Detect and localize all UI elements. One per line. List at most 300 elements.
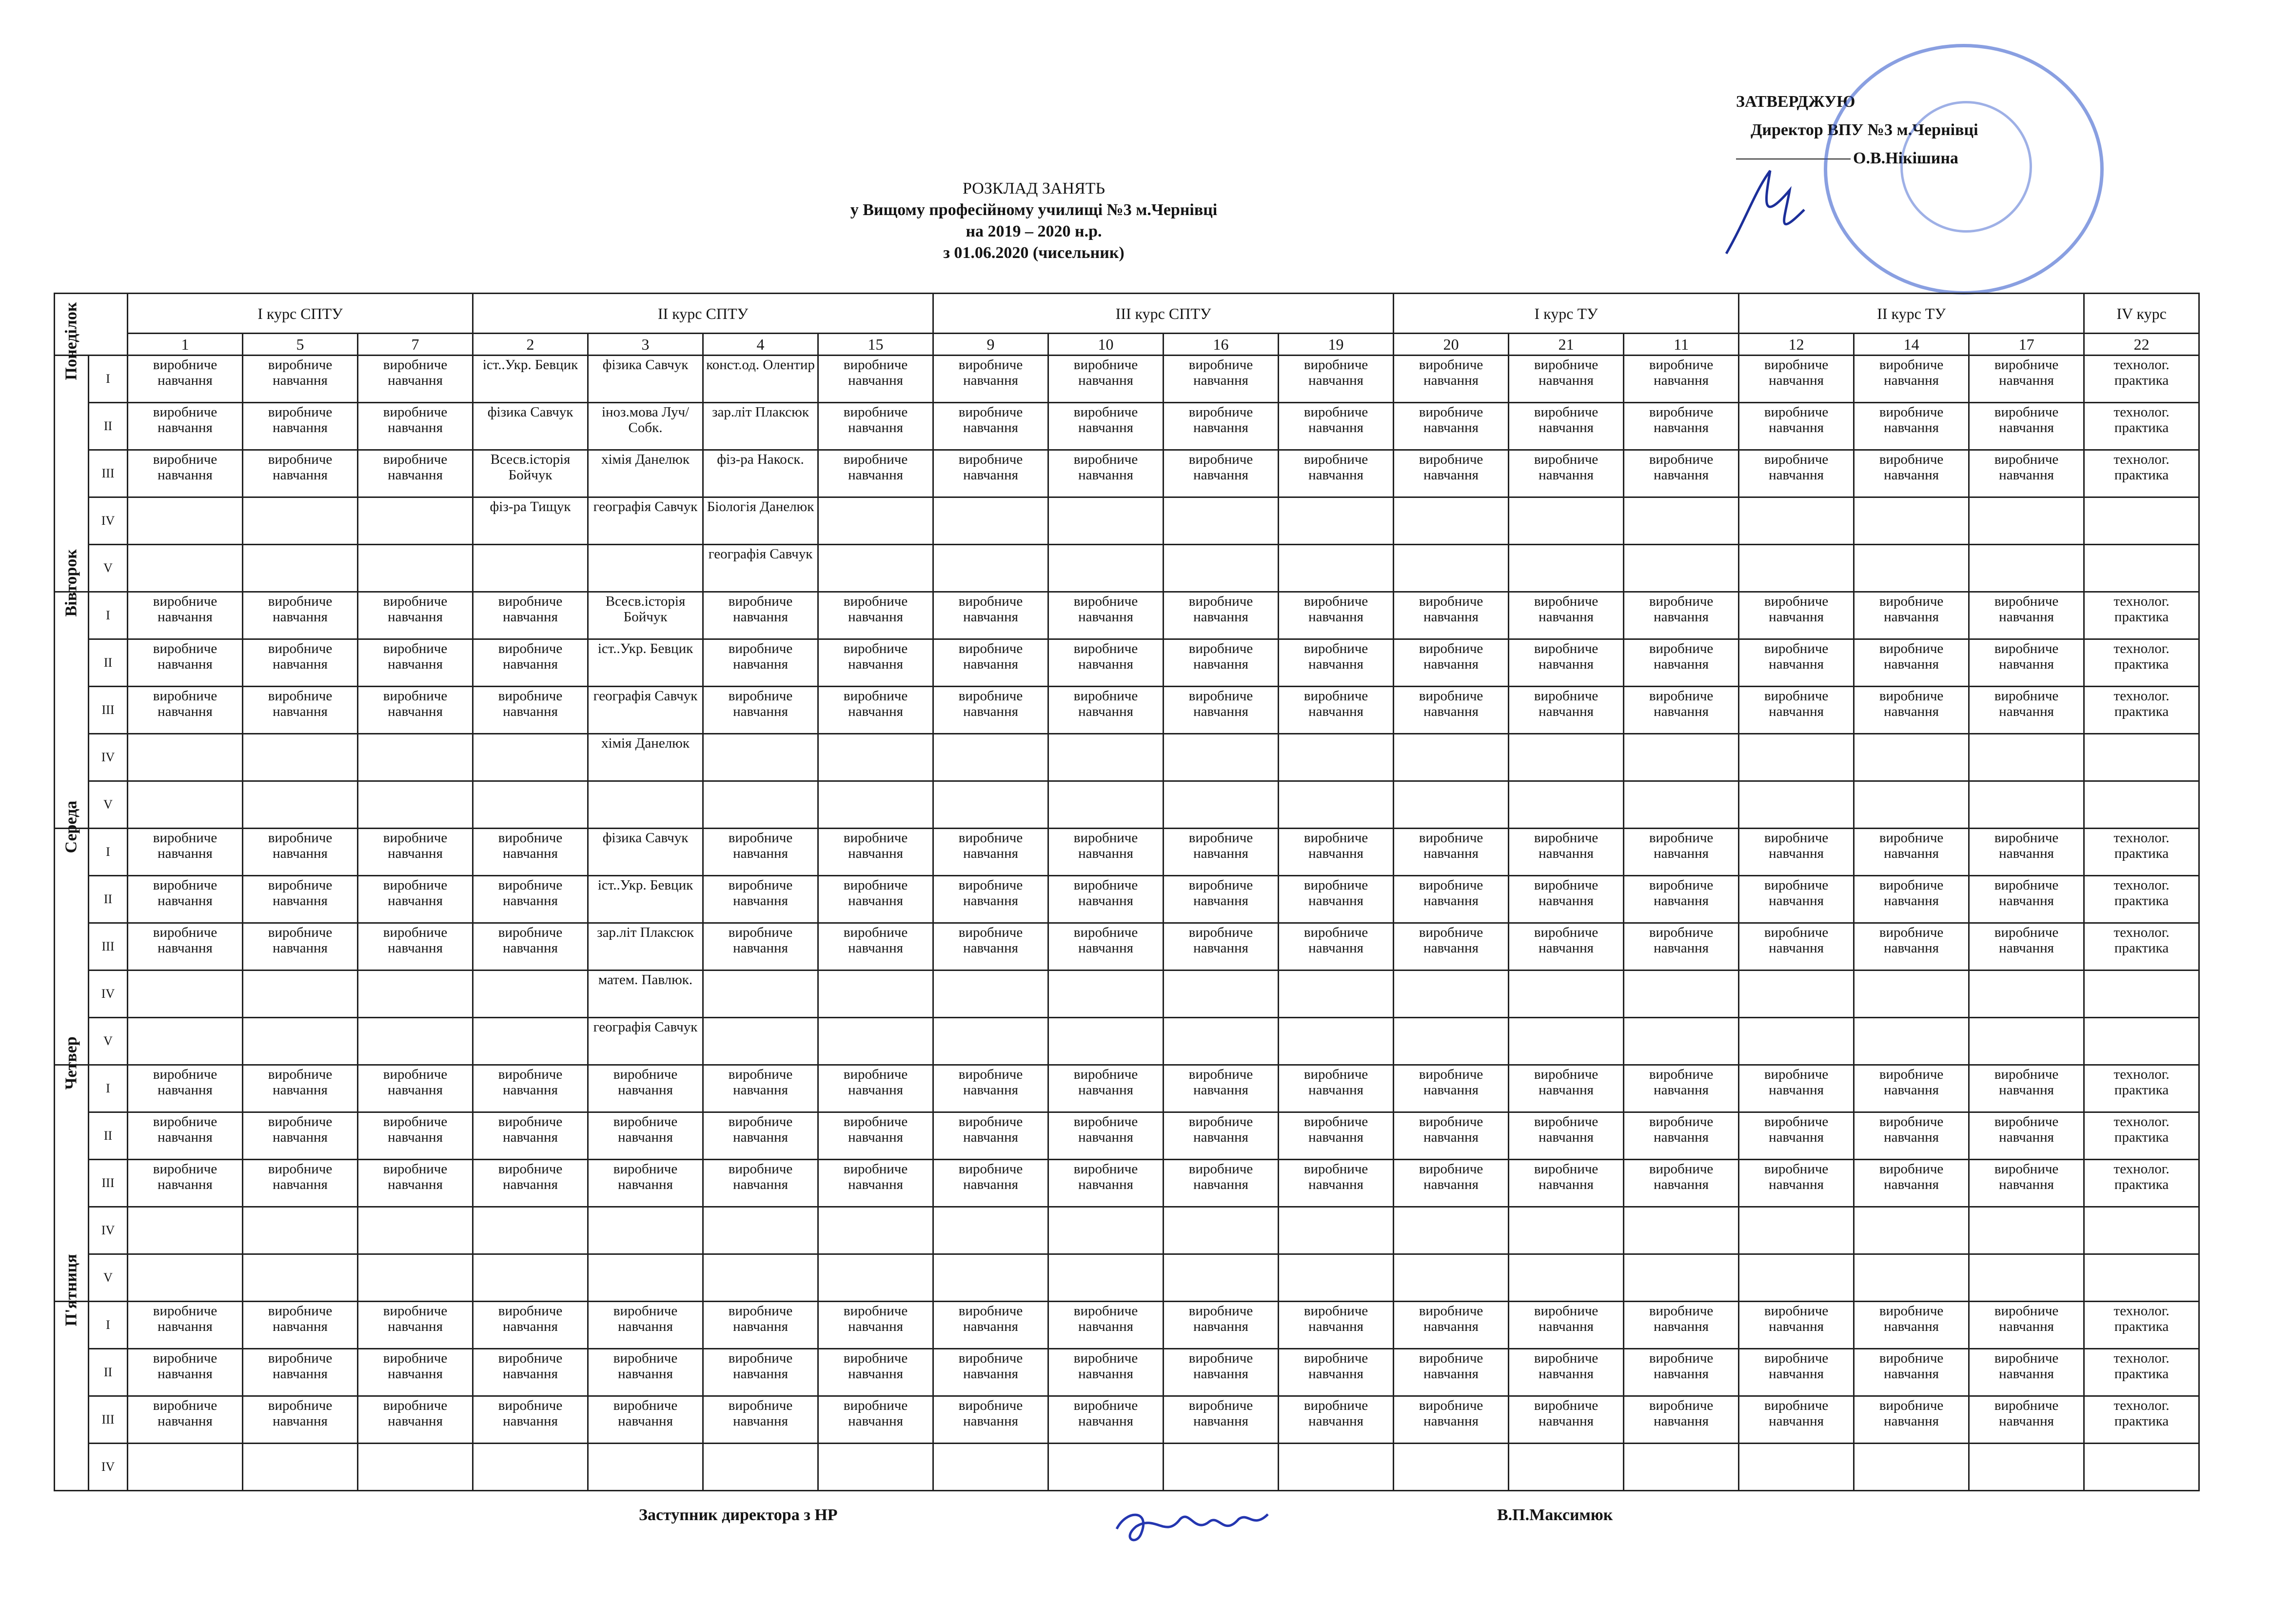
schedule-cell: виробниче навчання [243, 639, 358, 687]
group-number: 5 [243, 334, 358, 356]
schedule-cell [1739, 497, 1854, 545]
schedule-cell: виробниче навчання [1279, 1160, 1394, 1207]
schedule-cell [1739, 1444, 1854, 1491]
schedule-cell: виробниче навчання [128, 1396, 243, 1444]
schedule-cell: виробниче навчання [1509, 403, 1624, 450]
schedule-cell: виробниче навчання [1279, 1112, 1394, 1160]
schedule-cell: виробниче навчання [128, 687, 243, 734]
schedule-cell [1509, 1207, 1624, 1254]
table-row [55, 1349, 2199, 1396]
schedule-cell: іст..Укр. Бевцик [473, 356, 588, 403]
schedule-cell: виробниче навчання [358, 876, 473, 923]
schedule-cell [243, 1207, 358, 1254]
schedule-cell [243, 1254, 358, 1302]
schedule-cell: виробниче навчання [1279, 1349, 1394, 1396]
schedule-cell [1739, 734, 1854, 781]
schedule-cell [128, 545, 243, 592]
schedule-cell [1048, 734, 1164, 781]
schedule-cell: виробниче навчання [818, 403, 933, 450]
group-number: 14 [1854, 334, 1969, 356]
schedule-cell: виробниче навчання [1854, 1302, 1969, 1349]
schedule-cell: виробниче навчання [818, 1160, 933, 1207]
schedule-cell: виробниче навчання [1854, 876, 1969, 923]
schedule-cell [1624, 497, 1739, 545]
schedule-cell: іноз.мова Луч/Собк. [588, 403, 703, 450]
schedule-cell [1969, 970, 2084, 1018]
schedule-cell [243, 1444, 358, 1491]
schedule-year: на 2019 – 2020 н.р. [966, 222, 1102, 240]
approval-director: Директор ВПУ №3 м.Чернівці [1751, 121, 1978, 139]
schedule-cell: виробниче навчання [818, 1396, 933, 1444]
schedule-cell: виробниче навчання [1854, 1396, 1969, 1444]
schedule-cell: виробниче навчання [473, 1065, 588, 1112]
schedule-cell: виробниче навчання [358, 923, 473, 970]
schedule-cell: виробниче навчання [818, 687, 933, 734]
group-number: 12 [1739, 334, 1854, 356]
table-row [55, 592, 2199, 639]
schedule-cell [1969, 1444, 2084, 1491]
schedule-cell: виробниче навчання [1048, 1349, 1164, 1396]
table-row [55, 781, 2199, 829]
schedule-cell: фіз-ра Накоск. [703, 450, 818, 497]
schedule-cell [1509, 497, 1624, 545]
schedule-cell [358, 1444, 473, 1491]
schedule-cell: виробниче навчання [1739, 1349, 1854, 1396]
lesson-number: I [89, 829, 128, 876]
day-name: Понеділок [62, 302, 80, 380]
schedule-cell: виробниче навчання [818, 639, 933, 687]
schedule-cell: виробниче навчання [243, 1160, 358, 1207]
course-header: ІІ курс СПТУ [473, 294, 933, 334]
schedule-cell: виробниче навчання [1624, 1302, 1739, 1349]
schedule-cell: виробниче навчання [243, 1065, 358, 1112]
group-number: 3 [588, 334, 703, 356]
group-number: 10 [1048, 334, 1164, 356]
schedule-cell [1048, 1254, 1164, 1302]
schedule-cell: виробниче навчання [1048, 356, 1164, 403]
schedule-cell [473, 781, 588, 829]
schedule-cell: виробниче навчання [818, 450, 933, 497]
schedule-cell [1624, 1444, 1739, 1491]
schedule-cell: виробниче навчання [933, 1112, 1048, 1160]
schedule-cell: виробниче навчання [1509, 829, 1624, 876]
schedule-cell [1164, 545, 1279, 592]
schedule-cell: виробниче навчання [1739, 687, 1854, 734]
schedule-cell: виробниче навчання [703, 1349, 818, 1396]
schedule-cell [473, 545, 588, 592]
table-row [55, 450, 2199, 497]
schedule-cell: технолог. практика [2084, 687, 2199, 734]
schedule-cell: виробниче навчання [1739, 1396, 1854, 1444]
schedule-cell: виробниче навчання [588, 1160, 703, 1207]
schedule-cell [2084, 1254, 2199, 1302]
schedule-cell: виробниче навчання [1739, 639, 1854, 687]
schedule-cell: виробниче навчання [1048, 1302, 1164, 1349]
lesson-number: III [89, 687, 128, 734]
schedule-cell: фіз-ра Тищук [473, 497, 588, 545]
schedule-cell [1969, 781, 2084, 829]
schedule-cell: Всесв.історія Бойчук [473, 450, 588, 497]
lesson-number: II [89, 1349, 128, 1396]
schedule-cell [818, 970, 933, 1018]
schedule-cell [243, 1018, 358, 1065]
schedule-cell [1279, 545, 1394, 592]
schedule-cell: виробниче навчання [473, 876, 588, 923]
schedule-cell: виробниче навчання [243, 1396, 358, 1444]
schedule-cell [1048, 1018, 1164, 1065]
schedule-cell: виробниче навчання [1048, 592, 1164, 639]
schedule-cell [703, 1018, 818, 1065]
day-name: Четвер [62, 1036, 80, 1090]
schedule-cell [588, 545, 703, 592]
table-row [55, 1254, 2199, 1302]
schedule-cell [1509, 545, 1624, 592]
schedule-cell [588, 1207, 703, 1254]
schedule-cell [1394, 970, 1509, 1018]
schedule-cell [473, 734, 588, 781]
schedule-cell: виробниче навчання [358, 1302, 473, 1349]
schedule-cell [1624, 1207, 1739, 1254]
schedule-cell: виробниче навчання [1164, 592, 1279, 639]
table-row [55, 1302, 2199, 1349]
schedule-cell [818, 545, 933, 592]
schedule-cell [818, 1254, 933, 1302]
schedule-cell: виробниче навчання [1048, 639, 1164, 687]
schedule-cell: виробниче навчання [1739, 923, 1854, 970]
schedule-cell: виробниче навчання [1279, 356, 1394, 403]
schedule-cell: виробниче навчання [1164, 639, 1279, 687]
schedule-cell: виробниче навчання [1048, 1112, 1164, 1160]
schedule-cell [1394, 497, 1509, 545]
schedule-cell: виробниче навчання [818, 356, 933, 403]
schedule-cell [1854, 781, 1969, 829]
schedule-cell [1048, 497, 1164, 545]
schedule-cell [703, 1254, 818, 1302]
schedule-cell [1279, 734, 1394, 781]
schedule-cell: виробниче навчання [358, 403, 473, 450]
schedule-cell [243, 970, 358, 1018]
schedule-cell [588, 781, 703, 829]
schedule-cell [1394, 1207, 1509, 1254]
schedule-cell: технолог. практика [2084, 829, 2199, 876]
schedule-cell [703, 734, 818, 781]
schedule-cell [1394, 781, 1509, 829]
schedule-cell: виробниче навчання [703, 639, 818, 687]
schedule-cell [1164, 970, 1279, 1018]
schedule-cell [703, 970, 818, 1018]
course-header: ІІІ курс СПТУ [933, 294, 1394, 334]
schedule-cell: фізика Савчук [588, 356, 703, 403]
schedule-cell: виробниче навчання [358, 1160, 473, 1207]
group-number: 22 [2084, 334, 2199, 356]
schedule-cell [1739, 1018, 1854, 1065]
table-row [55, 734, 2199, 781]
schedule-cell: зар.літ Плаксюк [703, 403, 818, 450]
schedule-cell: виробниче навчання [243, 592, 358, 639]
schedule-cell [1854, 545, 1969, 592]
schedule-cell: виробниче навчання [818, 923, 933, 970]
schedule-cell [1969, 545, 2084, 592]
approval-title: ЗАТВЕРДЖУЮ [1736, 93, 1855, 111]
schedule-title: РОЗКЛАД ЗАНЯТЬ [962, 179, 1105, 198]
schedule-cell: виробниче навчання [1969, 687, 2084, 734]
lesson-number: II [89, 639, 128, 687]
schedule-cell [1279, 1207, 1394, 1254]
lesson-number: V [89, 545, 128, 592]
schedule-cell [473, 1444, 588, 1491]
schedule-cell: технолог. практика [2084, 450, 2199, 497]
schedule-cell: виробниче навчання [1739, 356, 1854, 403]
schedule-cell [933, 545, 1048, 592]
schedule-cell [1739, 1254, 1854, 1302]
schedule-cell [703, 1444, 818, 1491]
schedule-cell [1969, 1254, 2084, 1302]
schedule-cell: виробниче навчання [1164, 1302, 1279, 1349]
schedule-cell [1969, 1018, 2084, 1065]
schedule-cell: виробниче навчання [1394, 1065, 1509, 1112]
schedule-cell: виробниче навчання [1739, 1065, 1854, 1112]
lesson-number: IV [89, 1207, 128, 1254]
schedule-cell: виробниче навчання [1854, 592, 1969, 639]
schedule-cell: виробниче навчання [818, 1349, 933, 1396]
schedule-cell [1969, 734, 2084, 781]
group-number: 16 [1164, 334, 1279, 356]
schedule-cell: виробниче навчання [358, 687, 473, 734]
schedule-cell: виробниче навчання [1279, 1065, 1394, 1112]
schedule-cell: виробниче навчання [1969, 1160, 2084, 1207]
schedule-cell: фізика Савчук [588, 829, 703, 876]
course-header: ІІ курс ТУ [1739, 294, 2084, 334]
schedule-cell [1164, 1018, 1279, 1065]
schedule-cell: виробниче навчання [473, 687, 588, 734]
schedule-cell: технолог. практика [2084, 876, 2199, 923]
table-row [55, 1065, 2199, 1112]
schedule-cell [1509, 970, 1624, 1018]
schedule-cell: зар.літ Плаксюк [588, 923, 703, 970]
lesson-number: V [89, 1018, 128, 1065]
course-header: І курс ТУ [1394, 294, 1739, 334]
table-row [55, 876, 2199, 923]
schedule-cell: виробниче навчання [358, 639, 473, 687]
schedule-cell: виробниче навчання [703, 1065, 818, 1112]
schedule-cell [473, 1207, 588, 1254]
table-row [55, 1207, 2199, 1254]
approval-name: О.В.Нікішина [1853, 149, 1958, 167]
schedule-cell [2084, 497, 2199, 545]
schedule-cell: виробниче навчання [1969, 923, 2084, 970]
schedule-cell [2084, 545, 2199, 592]
schedule-cell: виробниче навчання [358, 1349, 473, 1396]
schedule-cell: виробниче навчання [1394, 403, 1509, 450]
schedule-cell [1624, 545, 1739, 592]
group-number: 1 [128, 334, 243, 356]
lesson-number: III [89, 1396, 128, 1444]
schedule-cell: виробниче навчання [473, 639, 588, 687]
table-row [55, 829, 2199, 876]
schedule-cell [818, 781, 933, 829]
schedule-header [566, 178, 1502, 264]
schedule-cell: виробниче навчання [1048, 876, 1164, 923]
schedule-cell [1509, 1444, 1624, 1491]
schedule-cell: виробниче навчання [933, 923, 1048, 970]
schedule-cell: виробниче навчання [358, 592, 473, 639]
schedule-cell [358, 545, 473, 592]
schedule-cell: виробниче навчання [243, 356, 358, 403]
schedule-cell: виробниче навчання [1394, 687, 1509, 734]
schedule-cell [1279, 1018, 1394, 1065]
schedule-cell: виробниче навчання [1624, 356, 1739, 403]
schedule-cell: виробниче навчання [1164, 1112, 1279, 1160]
schedule-cell: виробниче навчання [1509, 450, 1624, 497]
schedule-cell: виробниче навчання [473, 592, 588, 639]
schedule-cell: виробниче навчання [1739, 592, 1854, 639]
lesson-number: IV [89, 497, 128, 545]
schedule-cell [1739, 970, 1854, 1018]
schedule-cell [703, 781, 818, 829]
schedule-cell: виробниче навчання [1739, 1302, 1854, 1349]
lesson-number: III [89, 923, 128, 970]
schedule-cell: виробниче навчання [1509, 592, 1624, 639]
schedule-cell [1164, 1254, 1279, 1302]
schedule-cell: виробниче навчання [1164, 450, 1279, 497]
lesson-number: I [89, 1065, 128, 1112]
schedule-cell: виробниче навчання [1394, 639, 1509, 687]
schedule-cell: виробниче навчання [128, 1349, 243, 1396]
schedule-cell [128, 497, 243, 545]
schedule-cell: виробниче навчання [1509, 1112, 1624, 1160]
schedule-cell: виробниче навчання [1969, 356, 2084, 403]
schedule-cell: географія Савчук [588, 687, 703, 734]
schedule-cell: виробниче навчання [1164, 1396, 1279, 1444]
schedule-cell [1048, 1207, 1164, 1254]
schedule-cell [1854, 497, 1969, 545]
schedule-cell: виробниче навчання [1279, 923, 1394, 970]
table-row [55, 1444, 2199, 1491]
schedule-cell [1394, 545, 1509, 592]
schedule-cell: виробниче навчання [703, 1160, 818, 1207]
schedule-cell: виробниче навчання [818, 1112, 933, 1160]
schedule-cell: виробниче навчання [128, 876, 243, 923]
schedule-cell [1739, 1207, 1854, 1254]
schedule-cell: виробниче навчання [1394, 829, 1509, 876]
schedule-cell [1164, 781, 1279, 829]
schedule-cell: виробниче навчання [243, 1302, 358, 1349]
schedule-cell: виробниче навчання [818, 876, 933, 923]
schedule-cell [818, 497, 933, 545]
day-name: Вівторок [62, 549, 80, 617]
table-row [55, 545, 2199, 592]
schedule-cell [1854, 1444, 1969, 1491]
schedule-cell: виробниче навчання [933, 687, 1048, 734]
schedule-cell: виробниче навчання [1969, 639, 2084, 687]
schedule-table [54, 293, 2200, 1491]
schedule-cell: виробниче навчання [1164, 876, 1279, 923]
schedule-cell [243, 497, 358, 545]
schedule-cell [358, 734, 473, 781]
lesson-number: IV [89, 970, 128, 1018]
schedule-cell [1048, 545, 1164, 592]
schedule-cell [128, 1444, 243, 1491]
footer-position: Заступник директора з НР [639, 1506, 838, 1524]
schedule-cell: виробниче навчання [1739, 829, 1854, 876]
lesson-number: III [89, 450, 128, 497]
schedule-cell [1969, 1207, 2084, 1254]
table-row [55, 497, 2199, 545]
schedule-cell [128, 1207, 243, 1254]
schedule-cell [473, 970, 588, 1018]
schedule-cell [2084, 1444, 2199, 1491]
schedule-cell: виробниче навчання [1164, 1065, 1279, 1112]
schedule-cell: Біологія Данелюк [703, 497, 818, 545]
schedule-cell: виробниче навчання [1624, 450, 1739, 497]
schedule-cell: виробниче навчання [1624, 1112, 1739, 1160]
schedule-cell [2084, 734, 2199, 781]
schedule-cell: виробниче навчання [933, 1065, 1048, 1112]
schedule-cell: виробниче навчання [1048, 923, 1164, 970]
schedule-date: з 01.06.2020 (чисельник) [943, 244, 1125, 262]
schedule-cell: виробниче навчання [703, 1112, 818, 1160]
schedule-cell [128, 1018, 243, 1065]
schedule-cell [818, 1444, 933, 1491]
schedule-cell [1279, 1444, 1394, 1491]
official-seal-stamp [1824, 44, 2104, 295]
schedule-cell [933, 1207, 1048, 1254]
schedule-cell: виробниче навчання [1279, 450, 1394, 497]
schedule-cell [2084, 970, 2199, 1018]
schedule-cell: виробниче навчання [1509, 1302, 1624, 1349]
schedule-cell: технолог. практика [2084, 1302, 2199, 1349]
group-number: 9 [933, 334, 1048, 356]
table-row [55, 1018, 2199, 1065]
director-signature [1717, 161, 1814, 258]
schedule-cell: виробниче навчання [818, 592, 933, 639]
schedule-cell [1279, 781, 1394, 829]
schedule-cell: виробниче навчання [1739, 1112, 1854, 1160]
schedule-cell: виробниче навчання [1624, 923, 1739, 970]
schedule-cell [1164, 734, 1279, 781]
schedule-cell: виробниче навчання [1624, 1065, 1739, 1112]
schedule-cell: виробниче навчання [1279, 687, 1394, 734]
lesson-number: II [89, 876, 128, 923]
schedule-cell [2084, 1018, 2199, 1065]
schedule-cell: Всесв.історія Бойчук [588, 592, 703, 639]
schedule-cell: виробниче навчання [243, 450, 358, 497]
schedule-cell [358, 1207, 473, 1254]
schedule-cell: виробниче навчання [933, 592, 1048, 639]
schedule-cell: виробниче навчання [128, 1160, 243, 1207]
schedule-cell: виробниче навчання [128, 403, 243, 450]
schedule-cell [1509, 781, 1624, 829]
schedule-cell: виробниче навчання [1509, 687, 1624, 734]
lesson-number: II [89, 403, 128, 450]
schedule-cell: виробниче навчання [933, 1160, 1048, 1207]
schedule-cell: виробниче навчання [473, 923, 588, 970]
lesson-number: IV [89, 734, 128, 781]
schedule-cell [1624, 1018, 1739, 1065]
schedule-cell: технолог. практика [2084, 356, 2199, 403]
lesson-number: III [89, 1160, 128, 1207]
schedule-cell: виробниче навчання [1394, 1160, 1509, 1207]
schedule-cell: виробниче навчання [1279, 639, 1394, 687]
schedule-cell: виробниче навчання [1509, 1160, 1624, 1207]
schedule-cell: виробниче навчання [1624, 592, 1739, 639]
schedule-cell [1394, 1444, 1509, 1491]
schedule-cell: виробниче навчання [358, 1065, 473, 1112]
schedule-cell [588, 1254, 703, 1302]
group-number: 21 [1509, 334, 1624, 356]
schedule-cell: виробниче навчання [933, 1302, 1048, 1349]
day-name: Середа [62, 800, 80, 853]
